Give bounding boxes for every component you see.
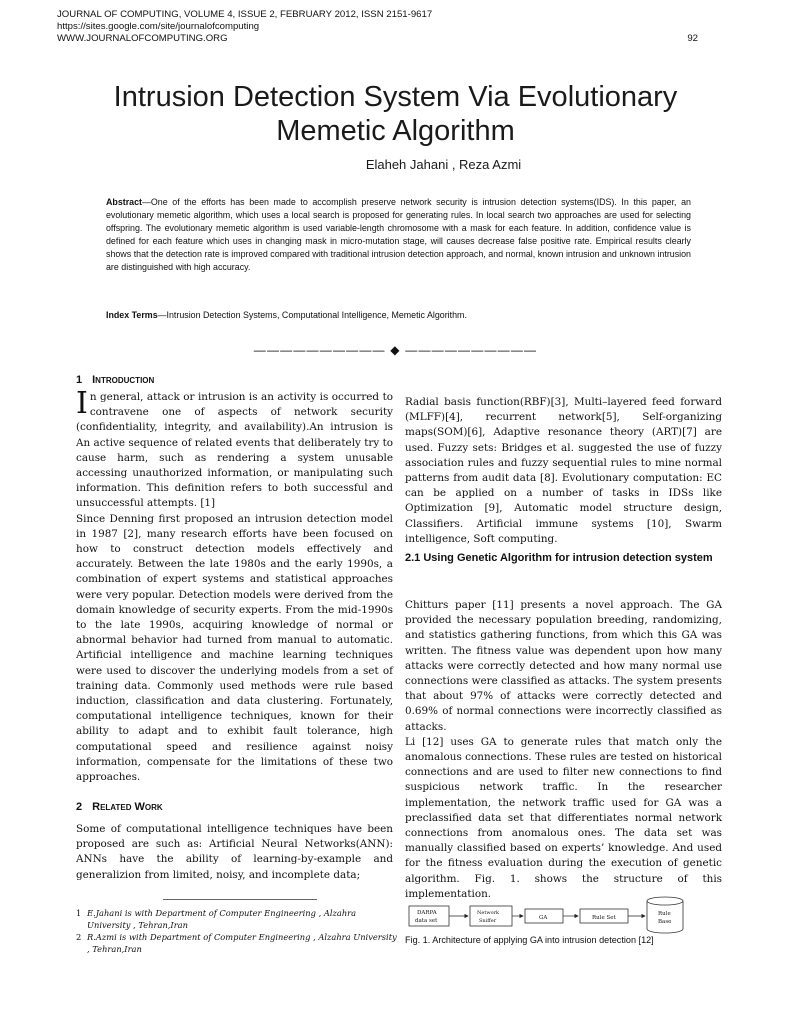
figure-1-diagram xyxy=(406,895,716,935)
right-column-paragraph-1: Radial basis function(RBF)[3], Multi–layered feed forward (MLFF)[4], recurrent network[5], Self-organizing maps(SOM)[6], Adaptive resonance theory (ART)[7] are used. Fuzzy sets: Bridges et al. suggested the use of fuzzy association rules and fuzzy sequential rules to mine normal patterns from audit data [8]. Evolutionary computation: EC can be applied on a number of tasks in IDSs like Optimization [9], Automatic model structure design, Classifiers. Artificial immune systems [10], Swarm intelligence, Soft computing. xyxy=(405,396,722,545)
ga-label: GA xyxy=(539,915,548,921)
sniffer-label-1: Network xyxy=(477,910,500,916)
index-terms-label: Index Terms xyxy=(106,310,158,320)
footnote-rule xyxy=(163,899,317,900)
title-line-2: Memetic Algorithm xyxy=(276,115,515,147)
ga-paragraph-2: Li [12] uses GA to generate rules that match only the anomalous connections. These rules are tested on historical connections and are used to filter new connections to find suspicious network traffic. In the researcher implementation, the network traffic used for GA was a preclassified data set that differentiates normal network connections from anomalous ones. The data set was manually classified based on experts’ knowledge. And used for the fitness evaluation during the execution of genetic algorithm. Fig. 1. shows the structure of this implementation. xyxy=(405,735,722,900)
section-1-heading xyxy=(76,374,154,386)
abstract-label: Abstract xyxy=(106,197,143,207)
intro-paragraph-1-text: n general, attack or intrusion is an activity is occurred to contravene one of aspects of network security (confidentiality, integrity, and availability).An intrusion is An active sequence of related events that deliberately try to cause harm, such as rendering a system unusable accessing unauthorized information, or manipulating such information. This definition refers to both successful and unsuccessful attempts. [1] xyxy=(76,391,393,510)
journal-url: https://sites.google.com/site/journalofcomputing xyxy=(57,21,260,33)
section-2-title: Related Work xyxy=(92,801,163,813)
footnote xyxy=(76,931,398,955)
footnotes xyxy=(76,907,398,955)
footnote-text: R.Azmi is with Department of Computer Engineering , Alzahra University , Tehran,Iran xyxy=(87,932,397,954)
authors: Elaheh Jahani , Reza Azmi xyxy=(365,157,522,172)
related-work-paragraph: Some of computational intelligence techniques have been proposed are such as: Artificial Neural Networks(ANN): ANNs have the ability of learning-by-example and generalizion from limited, noisy, and incomplete data; xyxy=(76,823,393,881)
abstract xyxy=(106,196,691,275)
subsection-2-1-heading: 2.1 Using Genetic Algorithm for intrusion detection system xyxy=(405,552,713,564)
sniffer-label-2: Sniffer xyxy=(479,918,497,924)
index-terms-text: —Intrusion Detection Systems, Computational Intelligence, Memetic Algorithm. xyxy=(157,310,467,320)
journal-site: WWW.JOURNALOFCOMPUTING.ORG xyxy=(57,33,228,45)
section-2-heading xyxy=(76,801,163,813)
section-1-title: Introduction xyxy=(92,374,155,386)
running-header xyxy=(57,9,432,46)
right-column-body xyxy=(405,598,722,902)
journal-line: JOURNAL OF COMPUTING, VOLUME 4, ISSUE 2, FEBRUARY 2012, ISSN 2151-9617 xyxy=(57,9,433,20)
rule-set-label: Rule Set xyxy=(592,915,616,921)
figure-1-caption: Fig. 1. Architecture of applying GA into intrusion detection [12] xyxy=(405,935,654,945)
intro-paragraph-2: Since Denning first proposed an intrusion detection model in 1987 [2], many research efforts have been focused on how to construct detection models effectively and accurately. Between the late 1980s and the early 1990s, a combination of expert systems and statistical approaches were very popular. Detection models were derived from the domain knowledge of security experts. From the mid-1990s to the late 1990s, acquiring knowledge of normal or abnormal behavior had turned from manual to automatic. Artificial intelligence and machine learning techniques were used to discover the underlying models from a set of training data. Commonly used methods were rule based induction, classification and data clustering. Fortunately, computational intelligence techniques, known for their ability to adapt and to exhibit fault tolerance, high computational speed and resilience against noisy information, compensate for the limitations of these two approaches. xyxy=(76,512,393,784)
rule-base-label-1: Rule xyxy=(658,911,671,917)
left-column xyxy=(76,386,393,785)
footnote-text: E.Jahani is with Department of Computer Engineering , Alzahra University , Tehran,Iran xyxy=(87,908,357,930)
footnote-number: 2 xyxy=(76,932,82,942)
darpa-label-1: DARPA xyxy=(417,910,437,916)
section-2-number: 2 xyxy=(76,801,83,813)
intro-paragraph-1 xyxy=(76,386,393,512)
paper-title xyxy=(40,80,751,148)
abstract-text: —One of the efforts has been made to accomplish preserve network security is intrusion detection systems(IDS). In this paper, an evolutionary memetic algorithm, which uses a local search is proposed for generating rules. In local search two approaches are used for selecting offspring. The evolutionary memetic algorithm is used variable-length chromosome with a mask for each feature. In addition, confidence value is defined for each feature which uses in changing mask in micro-mutation stage, will causes decrease false positive rate. Empirical results clearly shows that the detection rate is improved compared with traditional intrusion detection approach, and normal, known intrusion and unknown intrusion are distinguished with high accuracy. xyxy=(106,197,691,273)
title-line-1: Intrusion Detection System Via Evolutionary xyxy=(113,81,678,113)
footnote xyxy=(76,907,398,931)
footnote-number: 1 xyxy=(76,908,82,918)
index-terms xyxy=(106,309,691,322)
section-separator: —————————— ◆ —————————— xyxy=(253,343,538,357)
drop-cap: I xyxy=(76,386,88,421)
rule-base-label-2: Base xyxy=(658,919,672,925)
darpa-label-2: data set xyxy=(415,918,438,924)
section-1-number: 1 xyxy=(76,374,83,386)
page-number: 92 xyxy=(687,33,698,44)
ga-paragraph-1: Chitturs paper [11] presents a novel approach. The GA provided the necessary population breeding, randomizing, and statistics gathering functions, from which this GA was written. The fitness value was dependent upon how many attacks were correctly detected and how many normal use connections were classified as attacks. The system presents that about 97% of attacks were correctly detected and 0.69% of normal connections were incorrectly classified as attacks. xyxy=(405,599,722,733)
